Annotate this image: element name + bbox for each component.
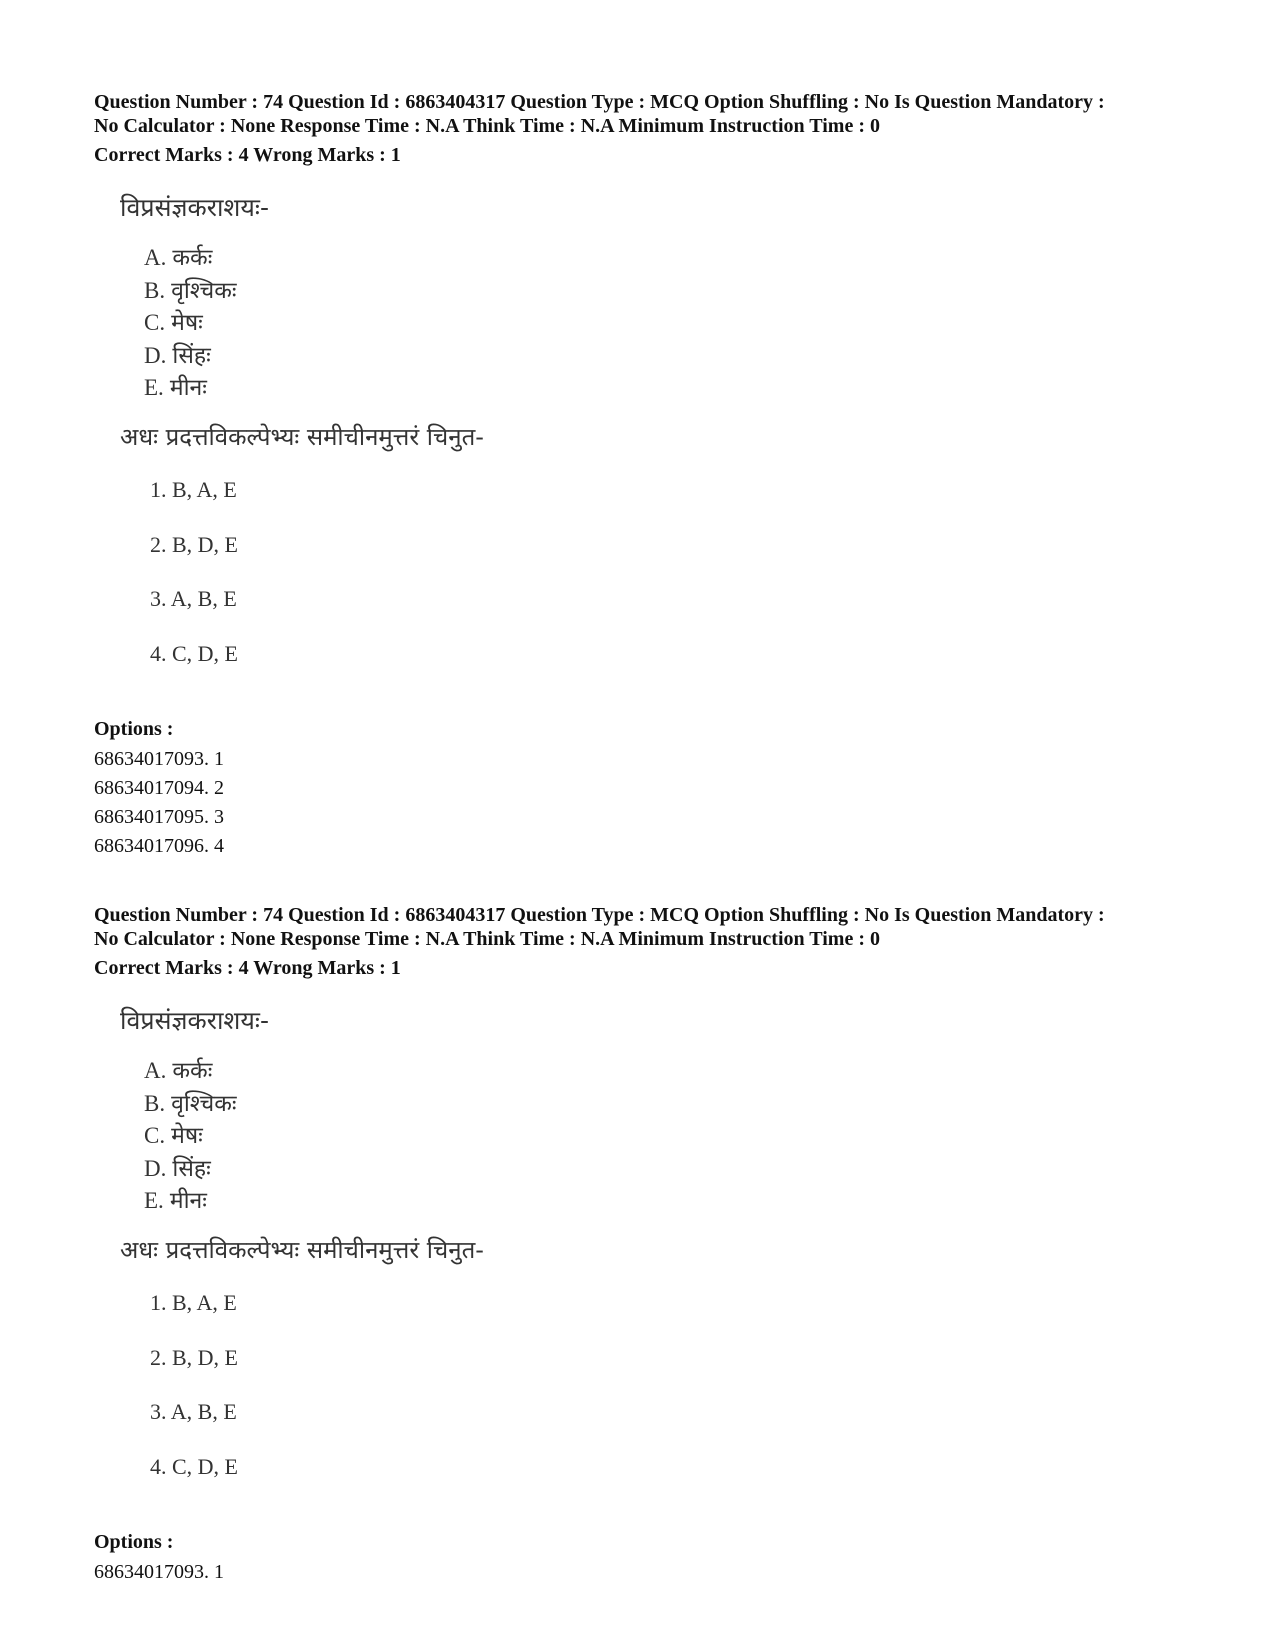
question-block-2 — [94, 903, 1214, 1583]
question-header-line-1: Question Number : 74 Question Id : 6863404317 Question Type : MCQ Option Shuffling : No Is Question Mandatory : — [94, 904, 1105, 926]
statement-text: मेषः — [171, 310, 203, 336]
question-instruction: अधः प्रदत्तविकल्पेभ्यः समीचीनमुत्तरं चिनुत- — [120, 1236, 484, 1264]
option-item: 68634017096. 4 — [94, 835, 224, 857]
statement-text: वृश्चिकः — [171, 1090, 237, 1117]
statement-item — [144, 372, 237, 405]
choice-item: 4. C, D, E — [150, 1453, 238, 1479]
question-marks: Correct Marks : 4 Wrong Marks : 1 — [94, 144, 401, 166]
question-header — [94, 90, 1214, 138]
options-list — [94, 745, 224, 861]
statement-item — [144, 307, 237, 340]
options-label: Options : — [94, 1531, 174, 1553]
choice-list — [150, 475, 238, 693]
choice-item: 3. A, B, E — [150, 1399, 237, 1424]
statement-text: मेषः — [171, 1123, 203, 1149]
statement-letter: D. — [144, 1155, 167, 1181]
options-list — [94, 1558, 224, 1587]
statement-letter: B. — [144, 277, 166, 303]
question-header-line-2: No Calculator : None Response Time : N.A Think Time : N.A Minimum Instruction Time : 0 — [94, 115, 880, 137]
choice-list — [150, 1288, 238, 1506]
statement-letter: C. — [144, 1123, 166, 1148]
statement-text: मीनः — [169, 1188, 207, 1214]
choice-item: 3. A, B, E — [150, 586, 237, 611]
statement-letter: E. — [144, 375, 164, 400]
statement-item — [144, 1120, 237, 1153]
statement-text: कर्कः — [172, 1058, 213, 1084]
statement-item — [144, 1153, 237, 1186]
question-marks: Correct Marks : 4 Wrong Marks : 1 — [94, 957, 401, 979]
statement-letter: E. — [144, 1188, 164, 1213]
question-block-1 — [94, 90, 1214, 857]
statement-text: सिंहः — [172, 1155, 211, 1182]
question-header-line-1: Question Number : 74 Question Id : 6863404317 Question Type : MCQ Option Shuffling : No Is Question Mandatory : — [94, 91, 1105, 113]
statement-item — [144, 275, 237, 308]
statement-letter: A. — [144, 245, 167, 270]
choice-item: 2. B, D, E — [150, 1344, 238, 1370]
options-label: Options : — [94, 718, 174, 740]
statement-text: मीनः — [169, 375, 207, 401]
question-header — [94, 903, 1214, 951]
statement-letter: D. — [144, 342, 167, 368]
option-item: 68634017095. 3 — [94, 806, 224, 828]
question-stem: विप्रसंज्ञकराशयः- — [120, 193, 269, 222]
choice-item: 2. B, D, E — [150, 531, 238, 557]
choice-item: 1. B, A, E — [150, 477, 237, 502]
statement-text: सिंहः — [172, 342, 211, 369]
question-header-line-2: No Calculator : None Response Time : N.A Think Time : N.A Minimum Instruction Time : 0 — [94, 928, 880, 950]
statement-item — [144, 242, 237, 275]
question-instruction: अधः प्रदत्तविकल्पेभ्यः समीचीनमुत्तरं चिनुत- — [120, 423, 484, 451]
statement-text: कर्कः — [172, 245, 213, 271]
statement-letter: A. — [144, 1058, 167, 1083]
statement-item — [144, 340, 237, 373]
statement-letter: B. — [144, 1090, 166, 1116]
question-stem: विप्रसंज्ञकराशयः- — [120, 1006, 269, 1035]
choice-item: 4. C, D, E — [150, 640, 238, 666]
statement-item — [144, 1055, 237, 1088]
statement-list — [144, 242, 237, 405]
statement-item — [144, 1185, 237, 1218]
statement-item — [144, 1088, 237, 1121]
statement-text: वृश्चिकः — [171, 277, 237, 304]
option-item: 68634017093. 1 — [94, 748, 224, 770]
choice-item: 1. B, A, E — [150, 1290, 237, 1315]
statement-letter: C. — [144, 310, 166, 335]
option-item: 68634017093. 1 — [94, 1561, 224, 1583]
option-item: 68634017094. 2 — [94, 777, 224, 799]
statement-list — [144, 1055, 237, 1218]
